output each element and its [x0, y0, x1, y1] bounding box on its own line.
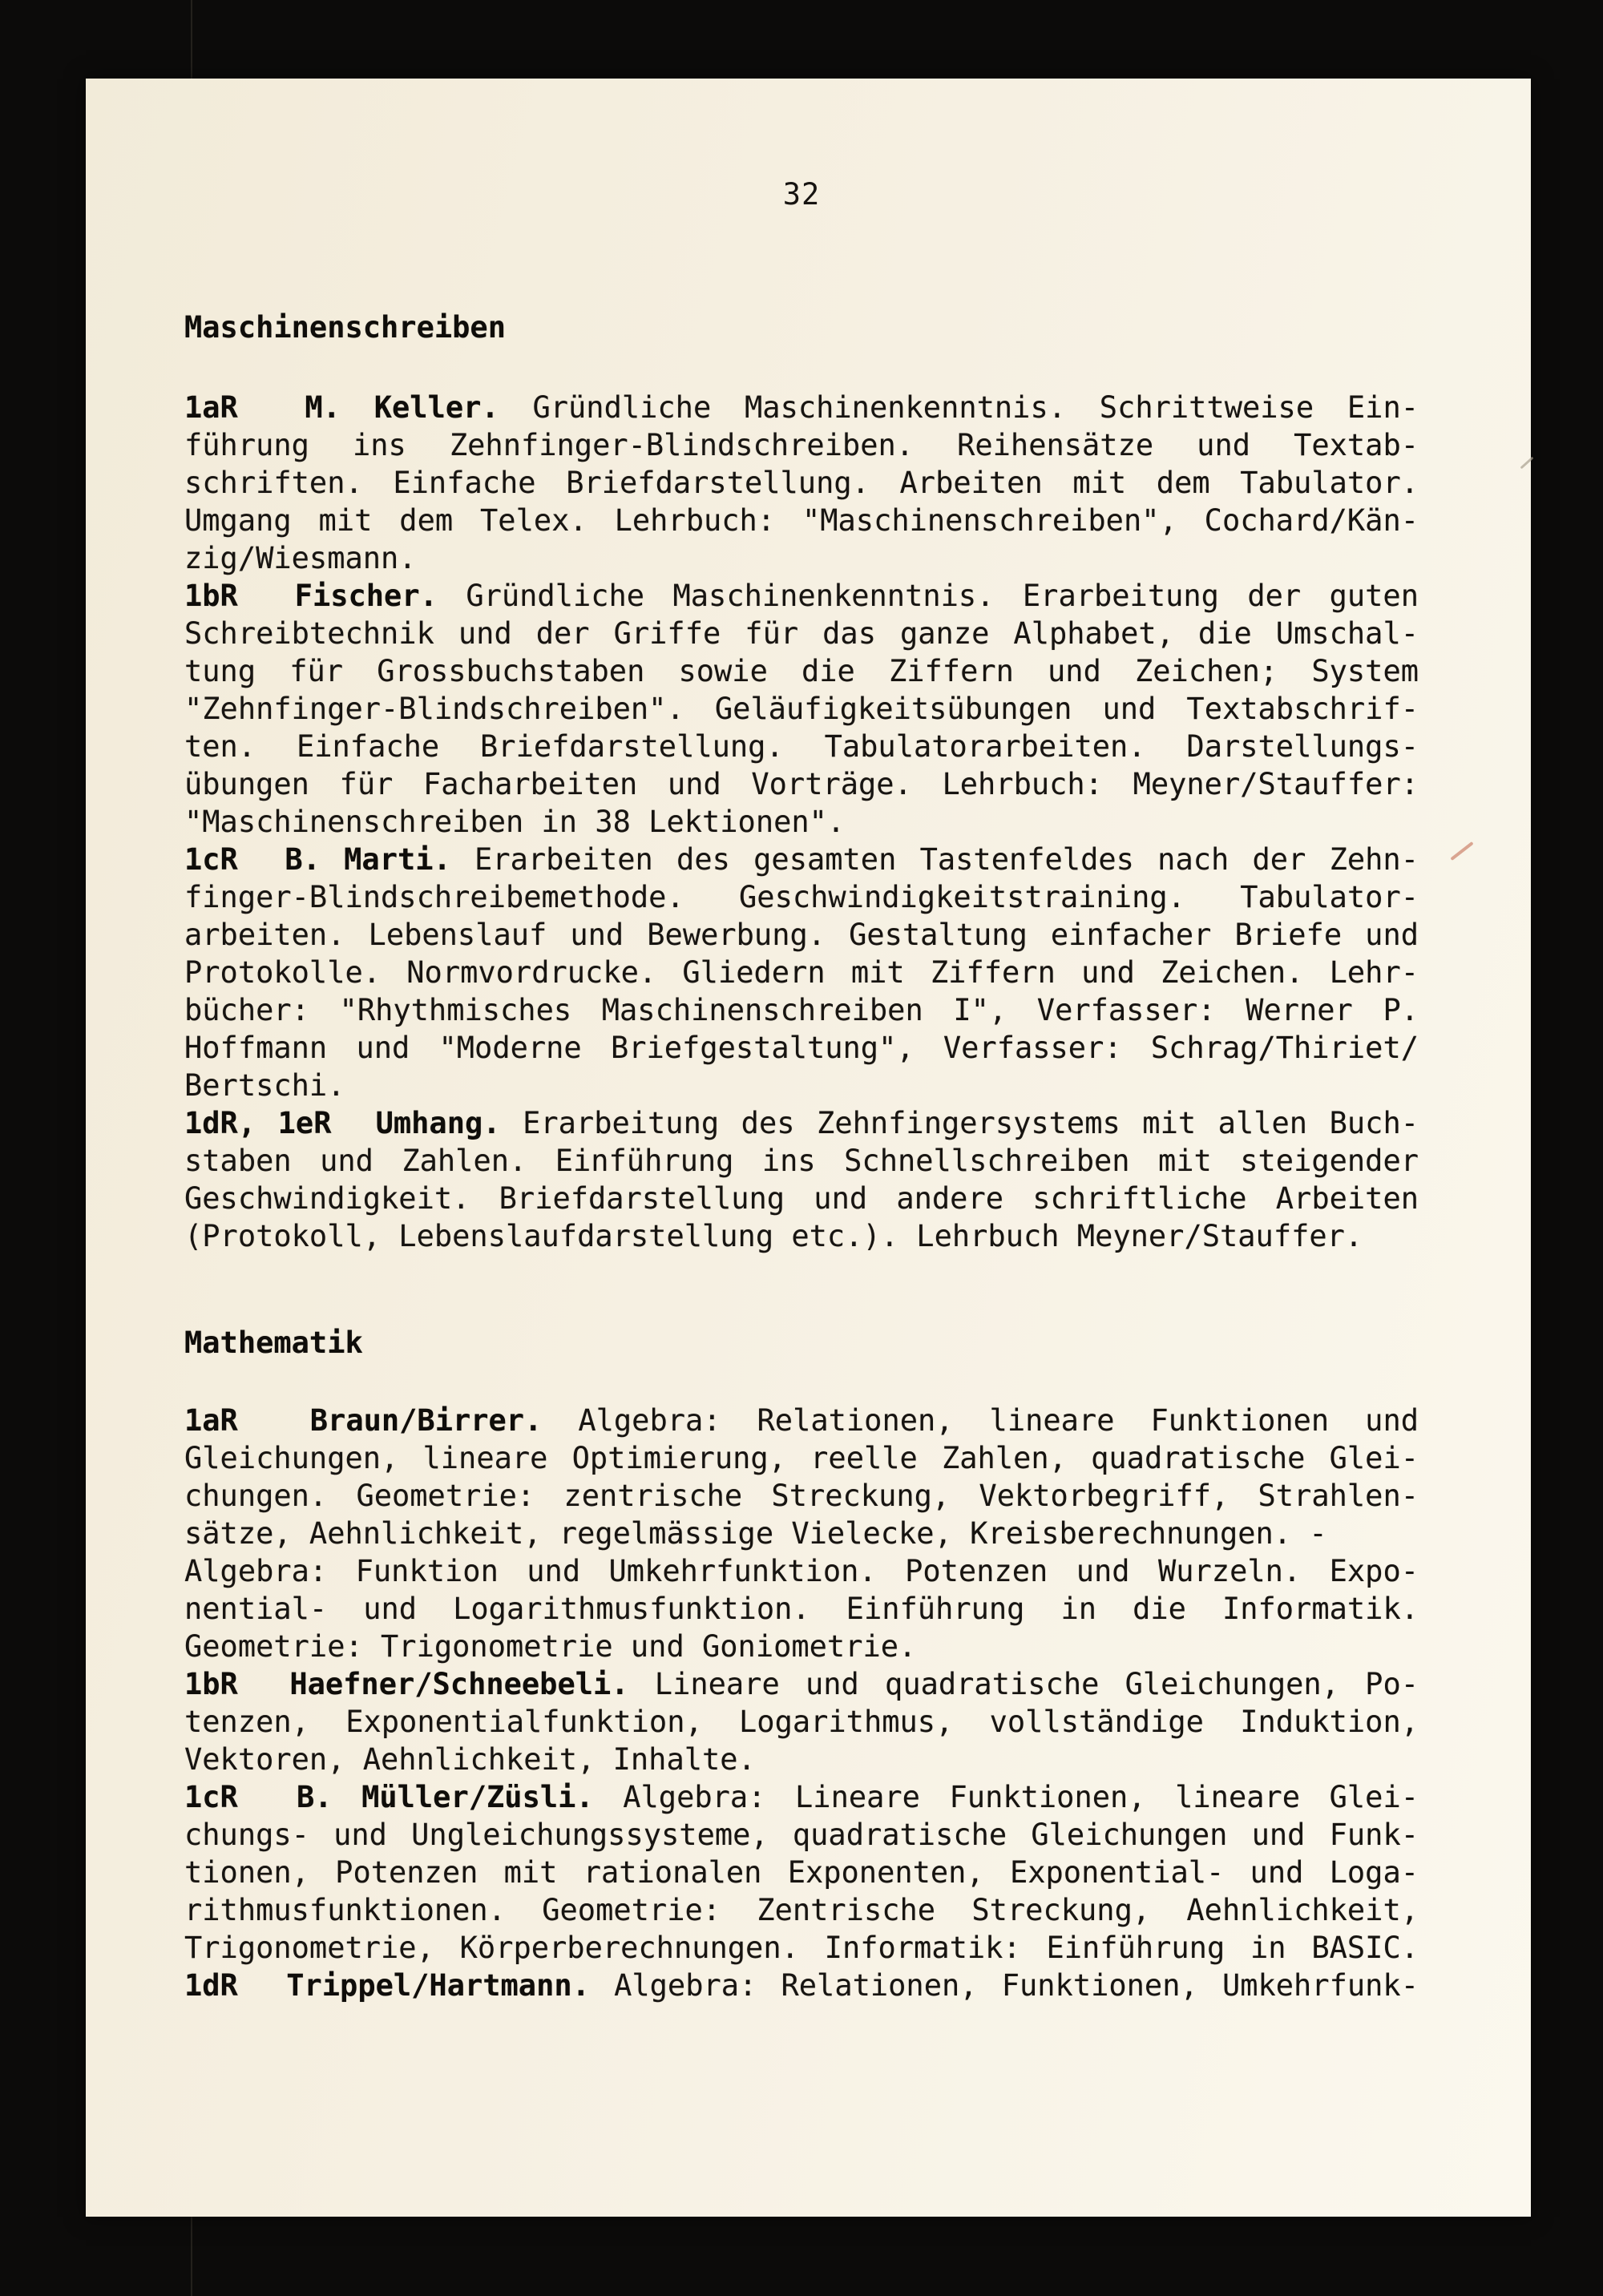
document-page [86, 79, 1531, 2217]
text-line: übungen für Facharbeiten und Vorträge. Lehrbuch: Meyner/Stauffer: [184, 767, 1419, 801]
text-line: nential- und Logarithmusfunktion. Einführung in die Informatik. [184, 1592, 1419, 1626]
text-line: 1aR Braun/Birrer. Algebra: Relationen, lineare Funktionen und [184, 1403, 1419, 1438]
text-line: Gleichungen, lineare Optimierung, reelle Zahlen, quadratische Glei- [184, 1441, 1419, 1475]
text-line: tung für Grossbuchstaben sowie die Ziffern und Zeichen; System [184, 654, 1419, 688]
text-line: 1cR B. Marti. Erarbeiten des gesamten Tastenfeldes nach der Zehn- [184, 842, 1419, 877]
course-paragraph [184, 1967, 1419, 2004]
course-code-and-teacher: 1dR Trippel/Hartmann. [184, 1968, 590, 2003]
text-line: sätze, Aehnlichkeit, regelmässige Vielecke, Kreisberechnungen. - [184, 1516, 1327, 1551]
text-line: "Maschinenschreiben in 38 Lektionen". [184, 805, 846, 839]
text-line: tionen, Potenzen mit rationalen Exponenten, Exponential- und Loga- [184, 1855, 1419, 1890]
text-line: Umgang mit dem Telex. Lehrbuch: "Maschinenschreiben", Cochard/Kän- [184, 503, 1419, 538]
course-paragraph [184, 1104, 1419, 1255]
course-code-and-teacher: 1aR Braun/Birrer. [184, 1403, 543, 1438]
text-line: Trigonometrie, Körperberechnungen. Informatik: Einführung in BASIC. [184, 1931, 1419, 1965]
text-line: rithmusfunktionen. Geometrie: Zentrische Streckung, Aehnlichkeit, [184, 1893, 1419, 1927]
text-line: schriften. Einfache Briefdarstellung. Arbeiten mit dem Tabulator. [184, 466, 1419, 500]
text-line: Geometrie: Trigonometrie und Goniometrie. [184, 1629, 917, 1664]
text-line: 1bR Fischer. Gründliche Maschinenkenntnis. Erarbeitung der guten [184, 579, 1419, 613]
course-code-and-teacher: 1dR, 1eR Umhang. [184, 1106, 501, 1140]
text-line: zig/Wiesmann. [184, 541, 417, 575]
course-code-and-teacher: 1bR Haefner/Schneebeli. [184, 1667, 629, 1701]
course-paragraph [184, 841, 1419, 1104]
course-paragraph [184, 389, 1419, 577]
course-code-and-teacher: 1aR M. Keller. [184, 390, 499, 425]
text-line: chungs- und Ungleichungssysteme, quadratische Gleichungen und Funk- [184, 1818, 1419, 1852]
course-code-and-teacher: 1cR B. Marti. [184, 842, 451, 877]
text-line: chungen. Geometrie: zentrische Streckung, Vektorbegriff, Strahlen- [184, 1479, 1419, 1513]
text-line: "Zehnfinger-Blindschreiben". Geläufigkeitsübungen und Textabschrif- [184, 692, 1419, 726]
text-line: 1cR B. Müller/Züsli. Algebra: Lineare Funktionen, lineare Glei- [184, 1780, 1419, 1814]
text-line: Schreibtechnik und der Griffe für das ganze Alphabet, die Umschal- [184, 616, 1419, 651]
text-line: staben und Zahlen. Einführung ins Schnellschreiben mit steigender [184, 1144, 1419, 1178]
course-paragraph [184, 577, 1419, 841]
text-line: arbeiten. Lebenslauf und Bewerbung. Gestaltung einfacher Briefe und [184, 918, 1419, 952]
course-code-and-teacher: 1cR B. Müller/Züsli. [184, 1780, 594, 1814]
text-line: 1dR, 1eR Umhang. Erarbeitung des Zehnfingersystems mit allen Buch- [184, 1106, 1419, 1140]
text-line: finger-Blindschreibemethode. Geschwindigkeitstraining. Tabulator- [184, 880, 1419, 914]
text-line: Vektoren, Aehnlichkeit, Inhalte. [184, 1742, 756, 1777]
text-line: bücher: "Rhythmisches Maschinenschreiben I", Verfasser: Werner P. [184, 993, 1419, 1027]
document-body [184, 309, 1419, 2004]
text-line: Algebra: Funktion und Umkehrfunktion. Potenzen und Wurzeln. Expo- [184, 1554, 1419, 1588]
text-line: (Protokoll, Lebenslaufdarstellung etc.). Lehrbuch Meyner/Stauffer. [184, 1219, 1363, 1253]
text-line: Bertschi. [184, 1068, 345, 1103]
course-paragraph [184, 1665, 1419, 1778]
page-number: 32 [782, 177, 821, 212]
text-line: 1dR Trippel/Hartmann. Algebra: Relationen, Funktionen, Umkehrfunk- [184, 1968, 1419, 2003]
text-line: Protokolle. Normvordrucke. Gliedern mit Ziffern und Zeichen. Lehr- [184, 955, 1419, 990]
section-maschinenschreiben [184, 309, 1419, 1255]
text-line: Hoffmann und "Moderne Briefgestaltung", Verfasser: Schrag/Thiriet/ [184, 1031, 1419, 1065]
text-line: ten. Einfache Briefdarstellung. Tabulatorarbeiten. Darstellungs- [184, 729, 1419, 764]
text-line: tenzen, Exponentialfunktion, Logarithmus, vollständige Induktion, [184, 1705, 1419, 1739]
text-line: führung ins Zehnfinger-Blindschreiben. Reihensätze und Textab- [184, 428, 1419, 462]
scan-speck [1520, 457, 1534, 470]
section-heading: Mathematik [184, 1326, 363, 1360]
course-code-and-teacher: 1bR Fischer. [184, 579, 438, 613]
course-paragraph [184, 1778, 1419, 1967]
scan-mark [1450, 841, 1473, 861]
text-line: 1aR M. Keller. Gründliche Maschinenkenntnis. Schrittweise Ein- [184, 390, 1419, 425]
course-paragraph [184, 1402, 1419, 1665]
section-heading: Maschinenschreiben [184, 310, 506, 345]
text-line: Geschwindigkeit. Briefdarstellung und andere schriftliche Arbeiten [184, 1181, 1419, 1216]
text-line: 1bR Haefner/Schneebeli. Lineare und quadratische Gleichungen, Po- [184, 1667, 1419, 1701]
section-mathematik [184, 1324, 1419, 2004]
